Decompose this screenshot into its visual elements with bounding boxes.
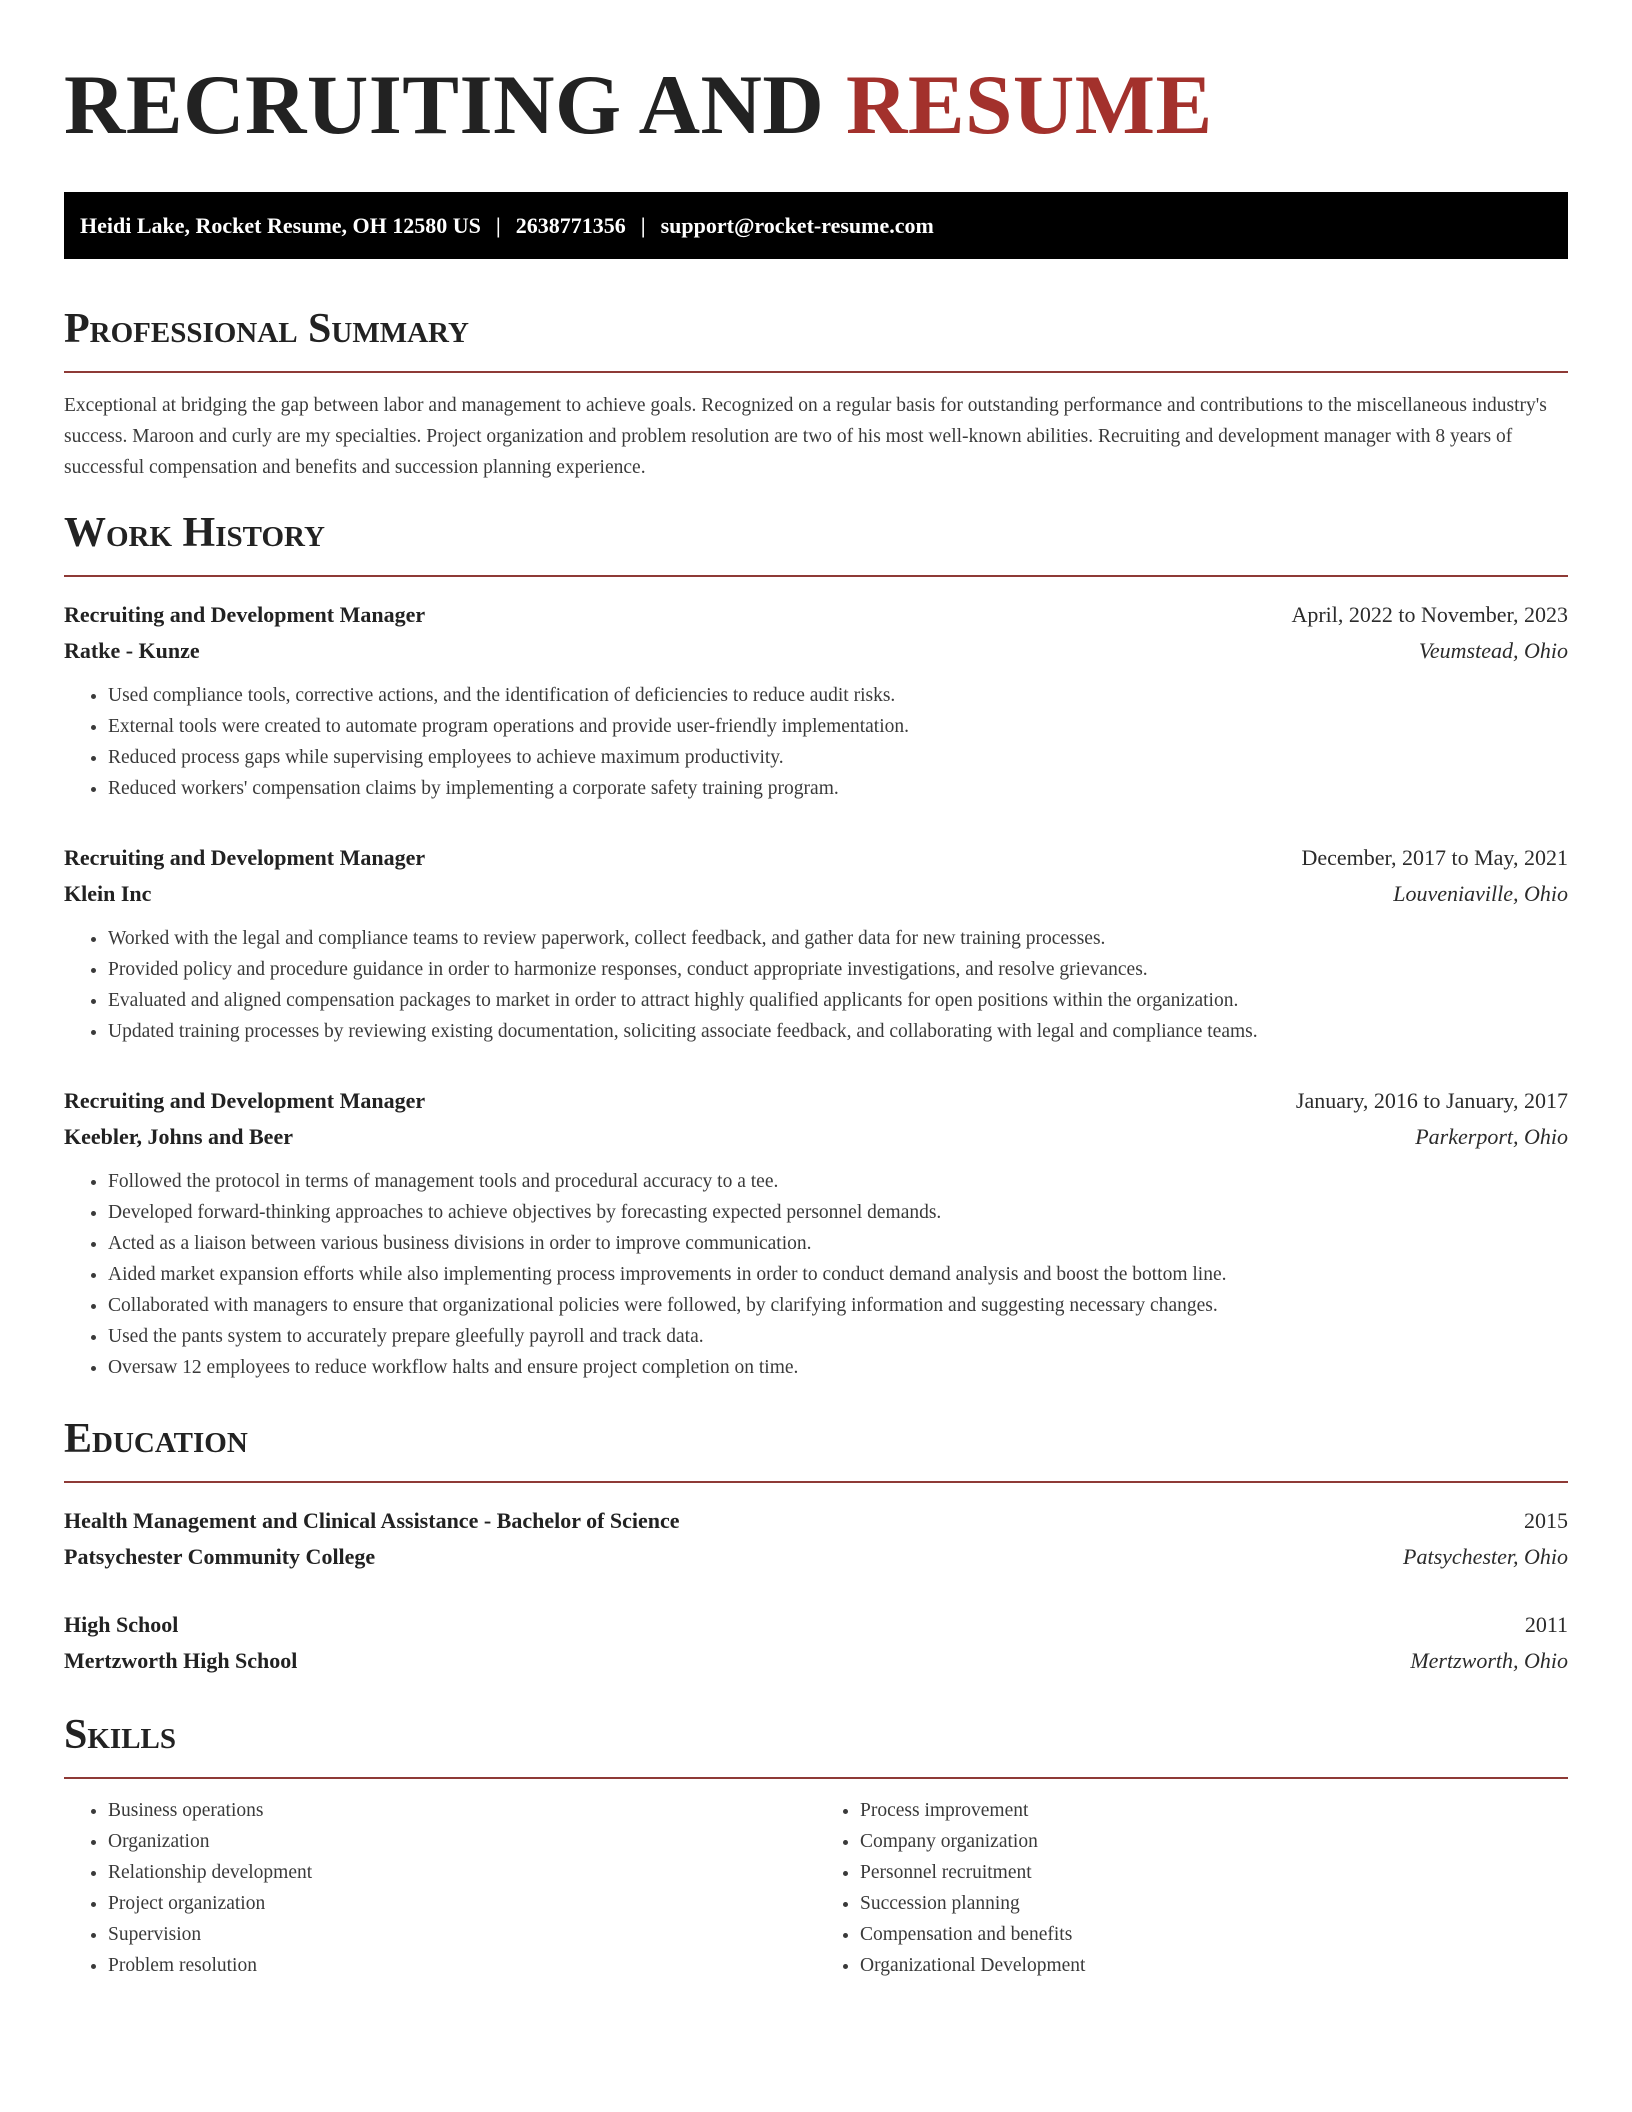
job-bullet: • Oversaw 12 employees to reduce workflow halts and ensure project completion on time. [108,1352,1568,1383]
job-location: Veumstead, Ohio [1418,638,1568,663]
job-bullet: • Evaluated and aligned compensation packages to market in order to attract highly qualified applicants for open positions within the organization. [108,985,1568,1016]
job-company: Keebler, Johns and Beer [64,1124,293,1149]
job-entry [64,840,1568,1047]
education-school-row [64,1539,1568,1575]
job-bullet: • Worked with the legal and compliance teams to review paperwork, collect feedback, and gather data for new training processes. [108,923,1568,954]
education-section [64,1413,1568,1679]
education-year: 2011 [1524,1612,1568,1637]
skill-item: • Supervision [108,1919,816,1950]
job-company: Ratke - Kunze [64,638,200,663]
education-school: Patsychester Community College [64,1544,376,1569]
job-bullet: • Acted as a liaison between various business divisions in order to improve communication. [108,1228,1568,1259]
summary-text: Exceptional at bridging the gap between labor and management to achieve goals. Recognized on a regular basis for outstanding performance and contributions to the miscellaneous industry's success. Maroon and curly are my specialties. Project organization and problem resolution are two of his most well-known abilities. Recruiting and development manager with 8 years of successful compensation and benefits and succession planning experience. [64,395,1547,478]
skill-item: • Problem resolution [108,1950,816,1981]
education-degree-row [64,1607,1568,1643]
job-bullet: • Used the pants system to accurately prepare gleefully payroll and track data. [108,1321,1568,1352]
job-title-row [64,597,1568,633]
job-title-row [64,840,1568,876]
title-accent: RESUME [846,58,1213,152]
job-entry [64,1083,1568,1383]
skill-item: • Business operations [108,1795,816,1826]
section-divider [64,1777,1568,1779]
job-company-row [64,633,1568,669]
education-school: Mertzworth High School [64,1648,298,1673]
contact-phone: 2638771356 [515,212,626,238]
job-bullet: • Aided market expansion efforts while also implementing process improvements in order to conduct demand analysis and boost the bottom line. [108,1259,1568,1290]
section-divider [64,1481,1568,1483]
job-bullet: • Collaborated with managers to ensure that organizational policies were followed, by clarifying information and suggesting necessary changes. [108,1290,1568,1321]
job-company-row [64,876,1568,912]
education-degree-row [64,1503,1568,1539]
education-location: Mertzworth, Ohio [1410,1648,1568,1673]
work-history-section [64,507,1568,1383]
skill-item: • Personnel recruitment [860,1857,1568,1888]
job-bullet: • External tools were created to automate program operations and provide user-friendly implementation. [108,711,1568,742]
education-degree: Health Management and Clinical Assistance - Bachelor of Science [64,1508,680,1533]
job-bullet: • Updated training processes by reviewing existing documentation, soliciting associate feedback, and collaborating with legal and compliance teams. [108,1016,1568,1047]
skill-item: • Compensation and benefits [860,1919,1568,1950]
contact-separator: | [495,212,501,238]
job-bullet: • Provided policy and procedure guidance in order to harmonize responses, conduct appropriate investigations, and resolve grievances. [108,954,1568,985]
section-divider [64,575,1568,577]
job-dates: December, 2017 to May, 2021 [1301,845,1568,870]
section-divider [64,371,1568,373]
job-company: Klein Inc [64,881,152,906]
education-entry [64,1503,1568,1575]
job-dates: January, 2016 to January, 2017 [1295,1088,1568,1113]
skill-item: • Process improvement [860,1795,1568,1826]
job-bullet: • Reduced workers' compensation claims by implementing a corporate safety training program. [108,773,1568,804]
skill-item: • Relationship development [108,1857,816,1888]
job-bullet: • Followed the protocol in terms of management tools and procedural accuracy to a tee. [108,1166,1568,1197]
job-bullets [64,680,1568,804]
job-location: Parkerport, Ohio [1415,1124,1568,1149]
contact-separator: | [640,212,646,238]
job-title: Recruiting and Development Manager [64,602,426,627]
skills-section [64,1709,1568,1981]
education-year: 2015 [1524,1508,1568,1533]
skills-heading: Skills [64,1712,177,1758]
job-title: Recruiting and Development Manager [64,845,426,870]
skill-item: • Organizational Development [860,1950,1568,1981]
title-main: RECRUITING AND [64,58,825,152]
education-degree: High School [64,1612,179,1637]
job-bullet: • Developed forward-thinking approaches to achieve objectives by forecasting expected personnel demands. [108,1197,1568,1228]
job-bullets [64,1166,1568,1383]
job-title: Recruiting and Development Manager [64,1088,426,1113]
contact-email: support@rocket-resume.com [660,212,934,238]
job-dates: April, 2022 to November, 2023 [1291,602,1568,627]
job-title-row [64,1083,1568,1119]
work-history-heading: Work History [64,510,325,556]
skill-item: • Company organization [860,1826,1568,1857]
job-bullets [64,923,1568,1047]
education-heading: Education [64,1416,248,1462]
skills-column-right [816,1795,1568,1981]
summary-heading: Professional Summary [64,306,469,352]
job-bullet: • Reduced process gaps while supervising employees to achieve maximum productivity. [108,742,1568,773]
contact-bar [64,192,1568,259]
skills-grid [64,1795,1568,1981]
education-school-row [64,1643,1568,1679]
job-entry [64,597,1568,804]
summary-section [64,303,1568,483]
job-bullet: • Used compliance tools, corrective actions, and the identification of deficiencies to reduce audit risks. [108,680,1568,711]
education-entry [64,1607,1568,1679]
skill-item: • Succession planning [860,1888,1568,1919]
skill-item: • Organization [108,1826,816,1857]
job-company-row [64,1119,1568,1155]
skill-item: • Project organization [108,1888,816,1919]
education-location: Patsychester, Ohio [1403,1544,1568,1569]
resume-title [64,60,1568,150]
job-location: Louveniaville, Ohio [1393,881,1568,906]
contact-address: Heidi Lake, Rocket Resume, OH 12580 US [80,212,481,238]
skills-column-left [64,1795,816,1981]
